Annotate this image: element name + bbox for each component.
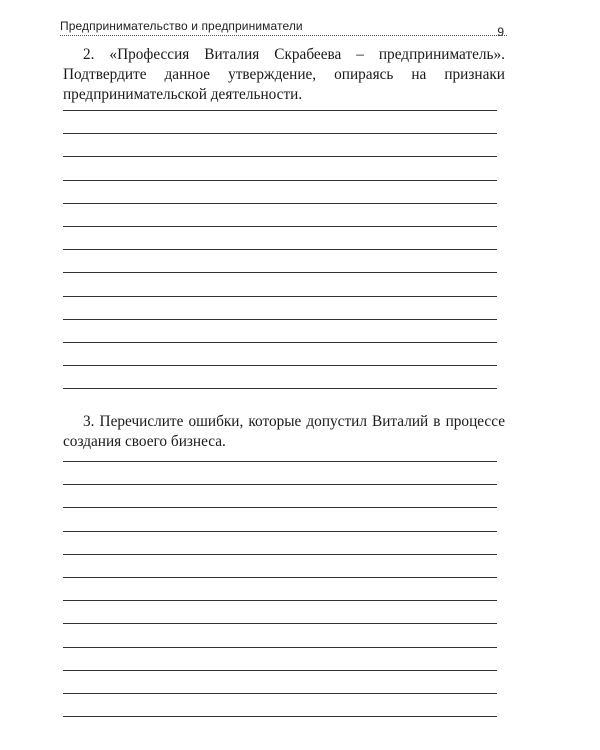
answer-line	[63, 156, 497, 157]
answer-line	[63, 647, 497, 648]
answer-line	[63, 342, 497, 343]
answer-line	[63, 577, 497, 578]
running-head: Предпринимательство и предприниматели	[60, 19, 303, 33]
answer-line	[63, 531, 497, 532]
answer-line	[63, 670, 497, 671]
header-rule	[60, 35, 507, 36]
answer-line	[63, 365, 497, 366]
answer-line	[63, 600, 497, 601]
task-2-text: 2. «Профессия Виталия Скрабеева – предприниматель». Подтвердите данное утверждение, опираясь на признаки предпринимательской деятельности.	[63, 46, 505, 103]
answer-line	[63, 461, 497, 462]
answer-line	[63, 388, 497, 389]
answer-line	[63, 203, 497, 204]
answer-line	[63, 693, 497, 694]
page-number: 9	[497, 25, 504, 39]
answer-line	[63, 296, 497, 297]
task-3-text: 3. Перечислите ошибки, которые допустил Виталий в процессе создания своего бизнеса.	[63, 413, 505, 450]
answer-line	[63, 110, 497, 111]
answer-line	[63, 249, 497, 250]
answer-line	[63, 484, 497, 485]
answer-line	[63, 226, 497, 227]
answer-line	[63, 180, 497, 181]
answer-line	[63, 716, 497, 717]
answer-line	[63, 133, 497, 134]
answer-line	[63, 554, 497, 555]
answer-line	[63, 507, 497, 508]
answer-line	[63, 319, 497, 320]
answer-line	[63, 623, 497, 624]
answer-line	[63, 272, 497, 273]
